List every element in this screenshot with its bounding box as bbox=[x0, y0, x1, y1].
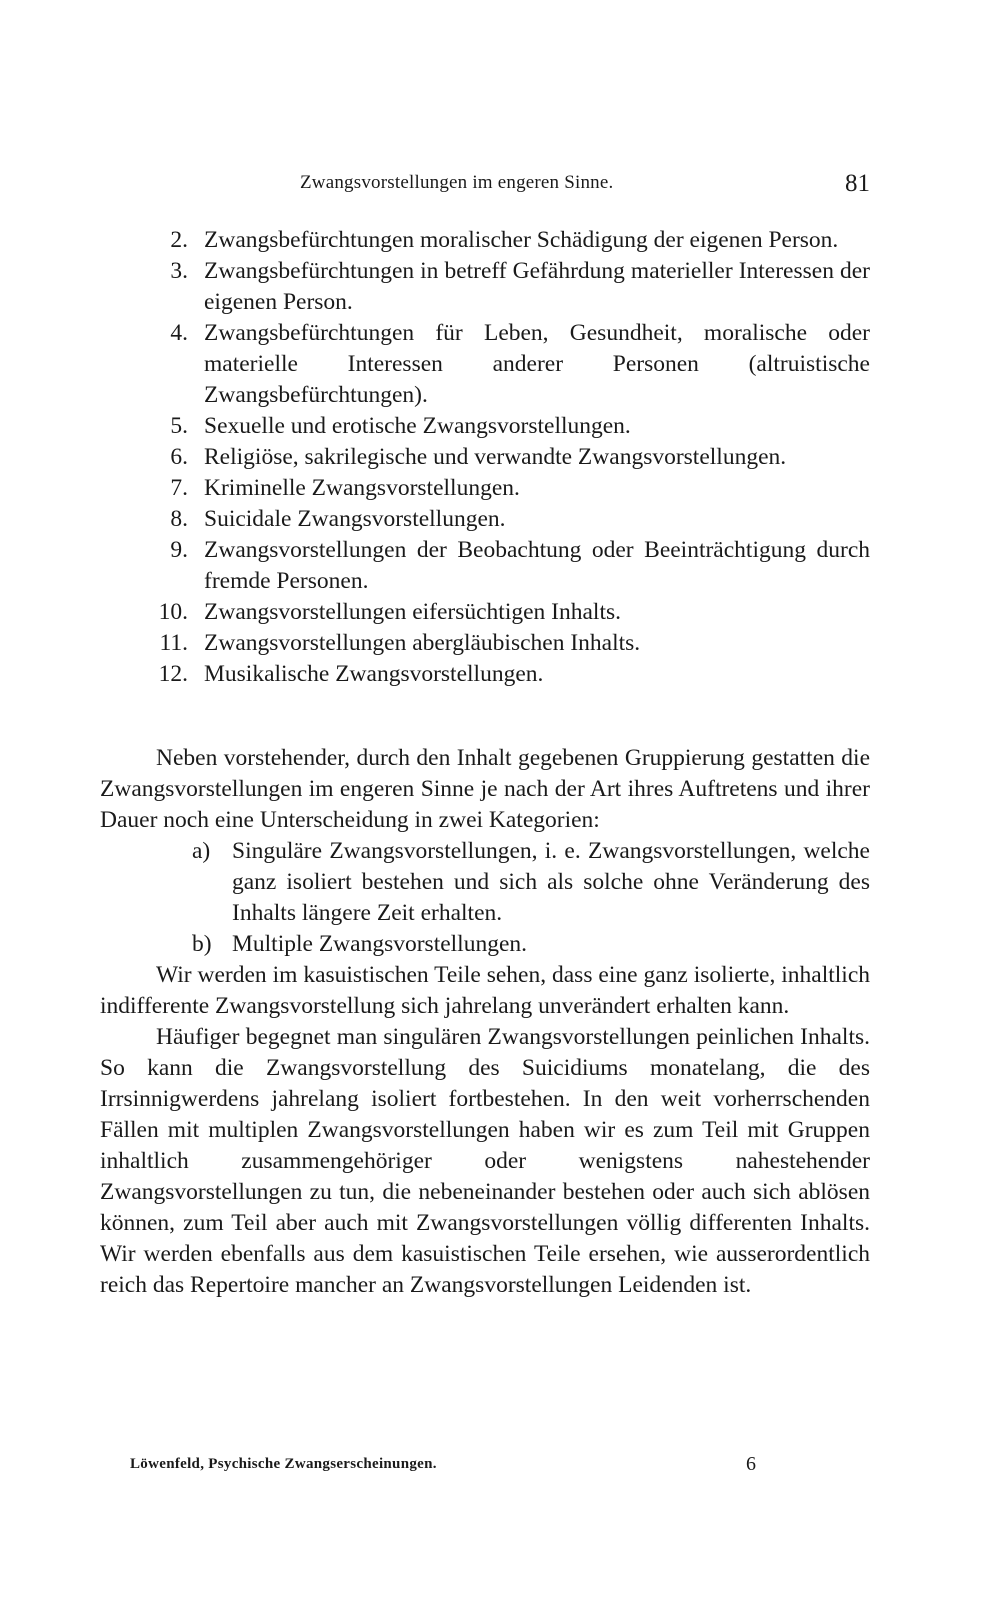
list-item bbox=[100, 442, 870, 473]
list-item-number: 8. bbox=[170, 506, 188, 532]
list-item bbox=[100, 504, 870, 535]
paragraph-categories-intro: Neben vorstehender, durch den Inhalt gegebenen Gruppierung gestatten die Zwangsvorstellungen im engeren Sinne je nach der Art ihres Auftretens und ihrer Dauer noch eine Unterscheidung in zwei Kategorien: bbox=[100, 745, 870, 833]
list-item bbox=[100, 318, 870, 411]
list-item-text: Zwangsvorstellungen abergläubischen Inhalts. bbox=[204, 630, 641, 656]
list-item-text: Musikalische Zwangsvorstellungen. bbox=[204, 661, 544, 687]
list-item-text: Zwangsbefürchtungen in betreff Gefährdung materieller Interessen der eigenen Person. bbox=[204, 258, 870, 315]
sub-item-marker: b) bbox=[192, 931, 212, 957]
list-item-number: 9. bbox=[170, 537, 188, 563]
paragraph-singular-multiple: Häufiger begegnet man singulären Zwangsvorstellungen peinlichen Inhalts. So kann die Zwangsvorstellung des Suicidiums monatelang, die des Irrsinnigwerdens jahrelang isoliert fortbestehen. In den weit vorherrschenden Fällen mit multiplen Zwangsvorstellungen haben wir es zum Teil mit Gruppen inhaltlich zusammengehöriger oder wenigstens nahestehender Zwangsvorstellungen zu tun, die nebeneinander bestehen oder auch sich ablösen können, zum Teil aber auch mit Zwangsvorstellungen völlig differenten Inhalts. Wir werden ebenfalls aus dem kasuistischen Teile ersehen, wie ausserordentlich reich das Repertoire mancher an Zwangsvorstellungen Leidenden ist. bbox=[100, 1024, 870, 1298]
footer-imprint bbox=[130, 1453, 760, 1475]
body-text bbox=[100, 743, 870, 1301]
sub-item-text: Singuläre Zwangsvorstellungen, i. e. Zwangsvorstellungen, welche ganz isoliert bestehen und sich als solche ohne Veränderung des Inhalts längere Zeit erhalten. bbox=[232, 838, 870, 926]
category-list bbox=[100, 225, 870, 690]
list-item bbox=[100, 256, 870, 318]
list-item-text: Zwangsvorstellungen eifersüchtigen Inhalts. bbox=[204, 599, 622, 625]
paragraph-casuistic: Wir werden im kasuistischen Teile sehen, dass eine ganz isolierte, inhaltlich indifferente Zwangsvorstellung sich jahrelang unverändert erhalten kann. bbox=[100, 962, 870, 1019]
list-item-text: Religiöse, sakrilegische und verwandte Zwangsvorstellungen. bbox=[204, 444, 787, 470]
list-item bbox=[100, 535, 870, 597]
running-head: Zwangsvorstellungen im engeren Sinne. bbox=[300, 172, 614, 193]
list-item-number: 5. bbox=[170, 413, 188, 439]
sub-item-marker: a) bbox=[192, 838, 211, 864]
list-item bbox=[100, 225, 870, 256]
list-item-number: 2. bbox=[170, 227, 188, 253]
list-item-text: Sexuelle und erotische Zwangsvorstellungen. bbox=[204, 413, 631, 439]
list-item-number: 4. bbox=[170, 320, 188, 346]
sub-item-text: Multiple Zwangsvorstellungen. bbox=[232, 931, 528, 957]
list-item bbox=[100, 473, 870, 504]
list-item-text: Kriminelle Zwangsvorstellungen. bbox=[204, 475, 520, 501]
list-item bbox=[100, 659, 870, 690]
page-number: 81 bbox=[845, 170, 870, 197]
list-item bbox=[100, 411, 870, 442]
sub-item-b bbox=[100, 929, 870, 960]
list-item bbox=[100, 597, 870, 628]
list-item-text: Zwangsbefürchtungen für Leben, Gesundheit, moralische oder materielle Interessen anderer Personen (altruistische Zwangsbefürchtungen). bbox=[204, 320, 870, 408]
list-item-text: Zwangsvorstellungen der Beobachtung oder Beeinträchtigung durch fremde Personen. bbox=[204, 537, 870, 594]
list-item-number: 12. bbox=[158, 661, 188, 687]
signature-mark: 6 bbox=[746, 1453, 757, 1475]
list-item-number: 6. bbox=[170, 444, 188, 470]
list-item-number: 10. bbox=[158, 599, 188, 625]
imprint-text: Löwenfeld, Psychische Zwangserscheinungen. bbox=[130, 1456, 437, 1472]
list-item bbox=[100, 628, 870, 659]
list-item-text: Suicidale Zwangsvorstellungen. bbox=[204, 506, 506, 532]
list-item-number: 3. bbox=[170, 258, 188, 284]
list-item-number: 7. bbox=[170, 475, 188, 501]
list-item-text: Zwangsbefürchtungen moralischer Schädigung der eigenen Person. bbox=[204, 227, 839, 253]
sub-item-a bbox=[100, 836, 870, 929]
list-item-number: 11. bbox=[159, 630, 188, 656]
